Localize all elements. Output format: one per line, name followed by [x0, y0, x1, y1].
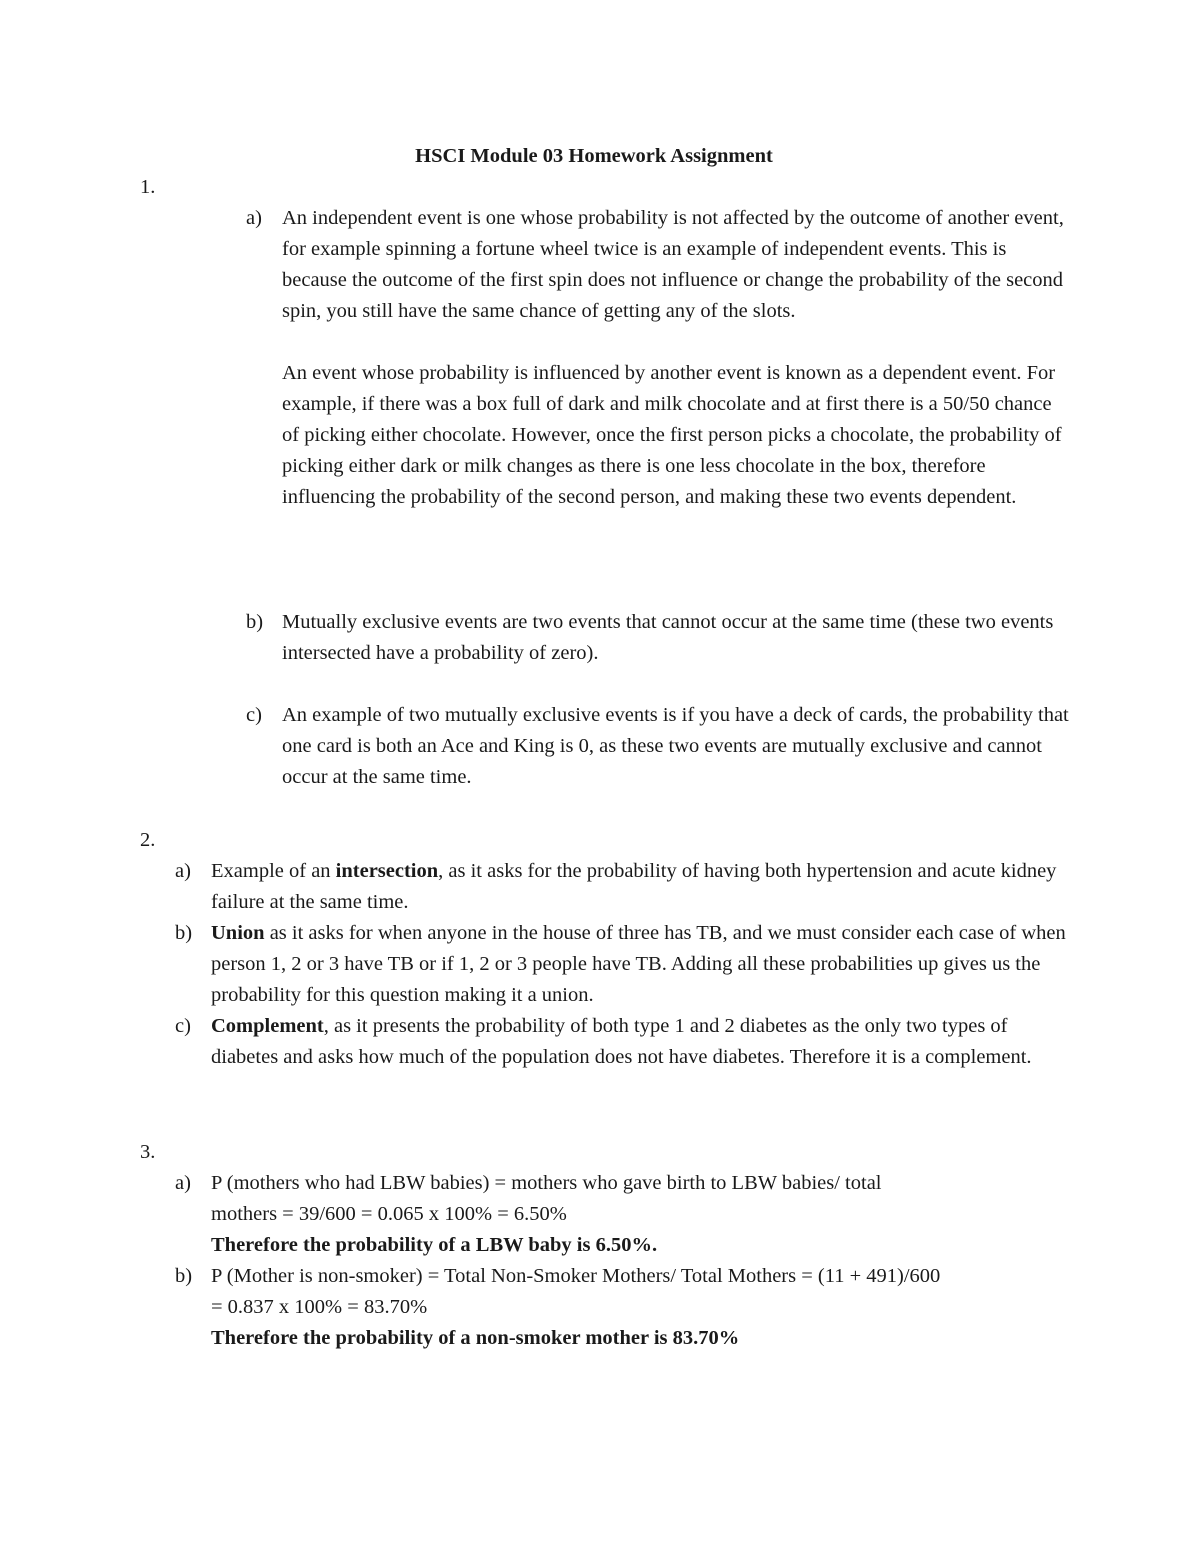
q2-b-answer: [211, 918, 1071, 1011]
answer-keyword: Union: [211, 922, 265, 944]
page-title: HSCI Module 03 Homework Assignment: [415, 145, 773, 167]
q3-b-line-2: = 0.837 x 100% = 83.70%: [211, 1296, 428, 1318]
answer-text: Example of an: [211, 860, 336, 882]
q3-a-answer: [211, 1168, 1111, 1261]
item-label: b): [175, 922, 193, 944]
q1-a-paragraph-1: An independent event is one whose probability is not affected by the outcome of another event, for example spinning a fortune wheel twice is an example of independent events. This is because the outcome of the first spin does not influence or change the probability of the second spin, you still have the same chance of getting any of the slots.: [282, 207, 1064, 322]
item-label: b): [246, 611, 264, 633]
item-label: c): [246, 704, 262, 726]
answer-keyword: intersection: [335, 860, 439, 882]
question-number: 3.: [140, 1141, 156, 1163]
q2-a-answer: [211, 856, 1071, 918]
answer-text: , as it presents the probability of both type 1 and 2 diabetes as the only two types of diabetes and asks how much of the population does not have diabetes. Therefore it is a complement.: [211, 1015, 1032, 1068]
question-number: 1.: [140, 176, 156, 198]
item-label: b): [175, 1265, 193, 1287]
q1-a-paragraph-2: An event whose probability is influenced by another event is known as a dependent event. For example, if there was a box full of dark and milk chocolate and at first there is a 50/50 chance of picking either chocolate. However, once the first person picks a chocolate, the probability of picking either dark or milk changes as there is one less chocolate in the box, therefore influencing the probability of the second person, and making these two events dependent.: [282, 362, 1062, 508]
q3-a-conclusion: Therefore the probability of a LBW baby is 6.50%.: [211, 1234, 658, 1256]
q3-a-line-1: P (mothers who had LBW babies) = mothers who gave birth to LBW babies/ total: [211, 1172, 882, 1194]
q2-c-answer: [211, 1011, 1071, 1073]
q1-a-answer: [282, 203, 1072, 513]
answer-text: , as it asks for the probability of having both hypertension and acute kidney failure at the same time.: [211, 860, 1057, 913]
item-label: a): [175, 1172, 191, 1194]
question-number: 2.: [140, 829, 156, 851]
item-label: a): [246, 207, 262, 229]
q1-b-answer: Mutually exclusive events are two events that cannot occur at the same time (these two events intersected have a probability of zero).: [282, 611, 1054, 664]
q3-b-line-1: P (Mother is non-smoker) = Total Non-Smoker Mothers/ Total Mothers = (11 + 491)/600: [211, 1265, 941, 1287]
q3-b-answer: [211, 1261, 1111, 1354]
q3-a-line-2: mothers = 39/600 = 0.065 x 100% = 6.50%: [211, 1203, 567, 1225]
q1-c-answer: An example of two mutually exclusive events is if you have a deck of cards, the probability that one card is both an Ace and King is 0, as these two events are mutually exclusive and cannot occur at the same time.: [282, 704, 1069, 788]
answer-keyword: Complement: [211, 1015, 324, 1037]
item-label: a): [175, 860, 191, 882]
item-label: c): [175, 1015, 191, 1037]
answer-text: as it asks for when anyone in the house of three has TB, and we must consider each case of when person 1, 2 or 3 have TB or if 1, 2 or 3 people have TB. Adding all these probabilities up gives us the probability for this question making it a union.: [211, 922, 1066, 1006]
q3-b-conclusion: Therefore the probability of a non-smoker mother is 83.70%: [211, 1327, 740, 1349]
